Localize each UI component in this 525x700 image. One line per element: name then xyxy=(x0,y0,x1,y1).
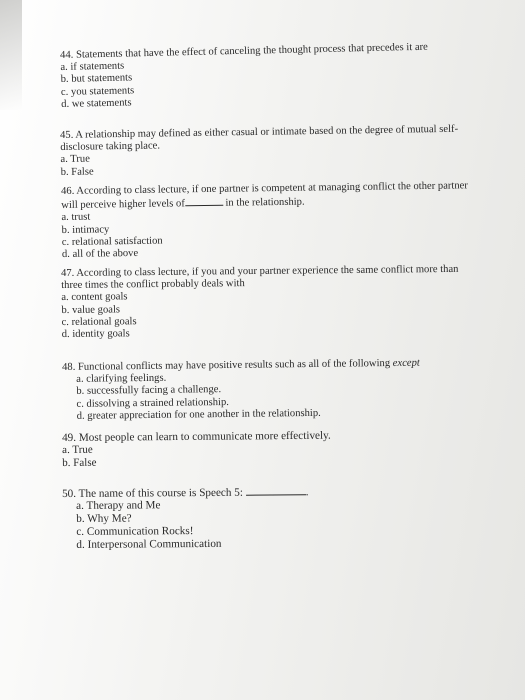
question-44-option-a: a. if statements xyxy=(60,60,125,74)
question-49 xyxy=(62,430,331,470)
question-46-stem-after-blank: in the relationship. xyxy=(225,196,305,209)
question-45-stem-line-2: disclosure taking place. xyxy=(60,140,161,154)
question-47-option-c: c. relational goals xyxy=(61,316,137,328)
question-48 xyxy=(62,358,420,423)
question-50-option-b: b. Why Me? xyxy=(76,512,132,526)
question-50-stem-text: 50. The name of this course is Speech 5: xyxy=(62,486,244,500)
question-46-option-a: a. trust xyxy=(61,212,91,224)
question-46-option-d: d. all of the above xyxy=(61,247,139,261)
question-48-option-c: c. dissolving a strained relationship. xyxy=(76,396,229,410)
question-47-option-b: b. value goals xyxy=(61,303,121,316)
question-46-stem-before-blank: will perceive higher levels of xyxy=(61,198,185,212)
question-50-stem xyxy=(62,485,309,500)
question-49-stem: 49. Most people can learn to communicate more effectively. xyxy=(62,429,331,444)
question-48-option-b: b. successfully facing a challenge. xyxy=(76,384,222,398)
question-48-stem-text: 48. Functional conflicts may have positive results such as all of the following xyxy=(62,357,391,373)
question-50-option-c: c. Communication Rocks! xyxy=(76,525,194,539)
question-45 xyxy=(60,124,459,179)
question-48-option-d: d. greater appreciation for one another in the relationship. xyxy=(76,407,321,422)
question-44-stem: 44. Statements that have the effect of canceling the thought process that precedes it are xyxy=(60,41,428,61)
question-48-option-a: a. clarifying feelings. xyxy=(76,372,167,386)
question-48-stem-emphasis: except xyxy=(392,357,420,369)
question-49-option-a: a. True xyxy=(62,443,93,457)
question-47-stem-line-2: three times the conflict probably deals with xyxy=(61,278,245,292)
question-50 xyxy=(62,485,309,552)
question-47-option-a: a. content goals xyxy=(61,291,128,304)
question-50-option-a: a. Therapy and Me xyxy=(76,499,161,513)
question-50-option-d: d. Interpersonal Communication xyxy=(76,538,222,552)
question-44-option-c: c. you statements xyxy=(60,84,135,98)
question-46-option-b: b. intimacy xyxy=(61,223,110,236)
question-44-option-d: d. we statements xyxy=(61,97,132,110)
question-47-option-d: d. identity goals xyxy=(61,328,130,341)
question-45-option-b: b. False xyxy=(60,166,94,178)
question-47 xyxy=(61,264,459,341)
page-shadow xyxy=(0,0,22,110)
question-47-stem-line-1: 47. According to class lecture, if you and your partner experience the same conflict more than xyxy=(61,263,459,279)
question-45-option-a: a. True xyxy=(60,153,90,166)
question-44 xyxy=(60,42,429,111)
question-46 xyxy=(61,180,469,261)
question-45-stem-line-1: 45. A relationship may defined as either casual or intimate based on the degree of mutual self- xyxy=(60,123,459,141)
answer-blank xyxy=(246,485,306,495)
question-50-stem-period: . xyxy=(305,486,309,499)
question-46-stem-line-1: 46. According to class lecture, if one partner is competent at managing conflict the other partner xyxy=(61,180,468,197)
question-44-option-b: b. but statements xyxy=(60,72,133,86)
question-49-option-b: b. False xyxy=(62,456,97,469)
answer-blank xyxy=(185,196,223,207)
question-46-option-c: c. relational satisfaction xyxy=(61,235,163,248)
